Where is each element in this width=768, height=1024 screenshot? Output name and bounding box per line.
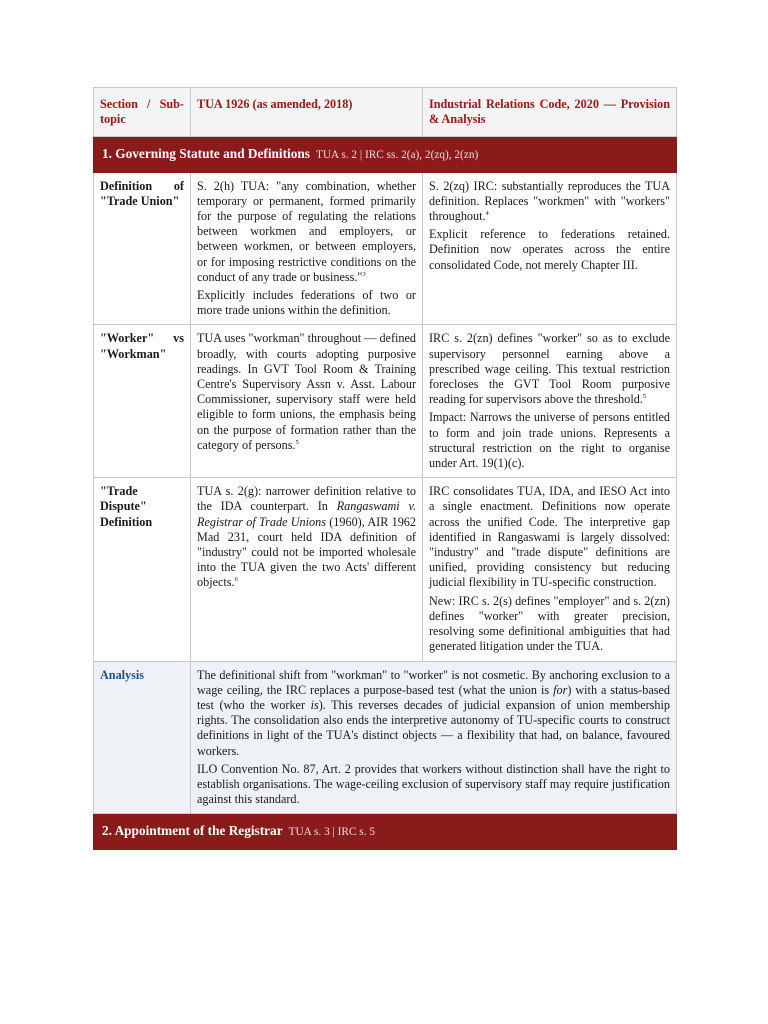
header-irc: Industrial Relations Code, 2020 — Provision & Analysis [423, 88, 677, 137]
tua-text: (1960), AIR 1962 Mad 231, court held IDA definition of "industry" could not be imported wholesale into the TUA given the two Acts' different objects. [197, 514, 416, 590]
table-header-row [94, 88, 677, 137]
row-label: Definition of "Trade Union" [94, 172, 191, 325]
header-section: Section / Sub-topic [94, 88, 191, 137]
irc-cell [423, 172, 677, 325]
irc-cell [423, 478, 677, 661]
footnote-ref: 3 [362, 270, 366, 278]
section-bar-1 [94, 137, 677, 172]
irc-text: New: IRC s. 2(s) defines "employer" and s. 2(zn) defines "worker" with greater precision, resolving some definitional ambiguities that had generated litigation under the TUA. [429, 593, 670, 654]
header-tua: TUA 1926 (as amended, 2018) [191, 88, 423, 137]
irc-text: Explicit reference to federations retained. Definition now operates across the entire consolidated Code, not merely Chapter III. [429, 227, 670, 272]
footnote-ref: 5 [642, 393, 647, 401]
footnote-ref: 6 [234, 576, 238, 584]
tua-cell [191, 478, 423, 661]
section-2-title: 2. Appointment of the Registrar [102, 823, 283, 839]
analysis-cell [191, 661, 677, 814]
table-row [94, 325, 677, 478]
analysis-text: ) with a status-based test (who the worker [197, 682, 670, 712]
tua-text: TUA s. 2(g): narrower definition relative to the IDA counterpart. In [197, 484, 416, 514]
analysis-text: ). This reverses decades of judicial expansion of union membership rights. The consolidation also ends the interpretive autonomy of TU-specific courts to construct definitions in light of the TUA's distinct objects — a flexibility that had, on balance, favoured workers. [197, 697, 670, 758]
tua-text: S. 2(h) TUA: "any combination, whether temporary or permanent, formed primarily for the purpose of regulating the relations between workmen and employers, or between workmen, or between employers, or for imposing restrictive conditions on the conduct of any trade or business." [197, 178, 416, 284]
tua-text: Explicitly includes federations of two or more trade unions within the definition. [197, 288, 416, 318]
footnote-ref: 5 [295, 438, 299, 446]
analysis-emphasis: is [310, 697, 319, 712]
case-name: Rangaswami v. Registrar of Trade Unions [197, 499, 416, 529]
comparison-table [93, 87, 677, 850]
tua-text: TUA uses "workman" throughout — defined broadly, with courts adopting purposive readings. In GVT Tool Room & Training Centre's Supervisory Assn v. Asst. Labour Commissioner, supervisory staff were held eligible to form unions, the emphasis being on the purpose of formation rather than the category of persons. [197, 331, 416, 452]
analysis-row [94, 661, 677, 814]
table-row [94, 172, 677, 325]
irc-cell [423, 325, 677, 478]
irc-text: S. 2(zq) IRC: substantially reproduces the TUA definition. Replaces "workmen" with "workers" throughout. [429, 178, 670, 224]
row-label: "Trade Dispute" Definition [94, 478, 191, 661]
irc-text: Impact: Narrows the universe of persons entitled to form and join trade unions. Represents a structural restriction on the right to organise under Art. 19(1)(c). [429, 410, 670, 471]
row-label: "Worker" vs "Workman" [94, 325, 191, 478]
table-row [94, 478, 677, 661]
section-1-title: 1. Governing Statute and Definitions [102, 146, 310, 162]
analysis-emphasis: for [553, 682, 568, 697]
section-bar-2 [94, 814, 677, 849]
irc-text: IRC consolidates TUA, IDA, and IESO Act into a single enactment. Definitions now operate across the unified Code. The interpretive gap identified in Rangaswami is largely dissolved: "industry" and "trade dispute" definitions are unified, providing consistency but reducing judicial flexibility in TU-specific construction. [429, 484, 670, 590]
tua-cell [191, 325, 423, 478]
section-2-refs: TUA s. 3 | IRC s. 5 [288, 826, 375, 839]
tua-cell [191, 172, 423, 325]
analysis-text: The definitional shift from "workman" to "worker" is not cosmetic. By anchoring exclusion to a wage ceiling, the IRC replaces a purpose-based test (what the union is [197, 667, 670, 697]
analysis-label: Analysis [94, 661, 191, 814]
section-1-refs: TUA s. 2 | IRC ss. 2(a), 2(zq), 2(zn) [315, 149, 479, 162]
footnote-ref: 4 [485, 210, 489, 218]
analysis-text: ILO Convention No. 87, Art. 2 provides that workers without distinction shall have the right to establish organisations. The wage-ceiling exclusion of supervisory staff may require justification against this standard. [197, 761, 670, 807]
irc-text: IRC s. 2(zn) defines "worker" so as to exclude supervisory personnel earning above a prescribed wage ceiling. This textual restriction forecloses the GVT Tool Room purposive reading for supervisors above the threshold. [429, 331, 670, 407]
